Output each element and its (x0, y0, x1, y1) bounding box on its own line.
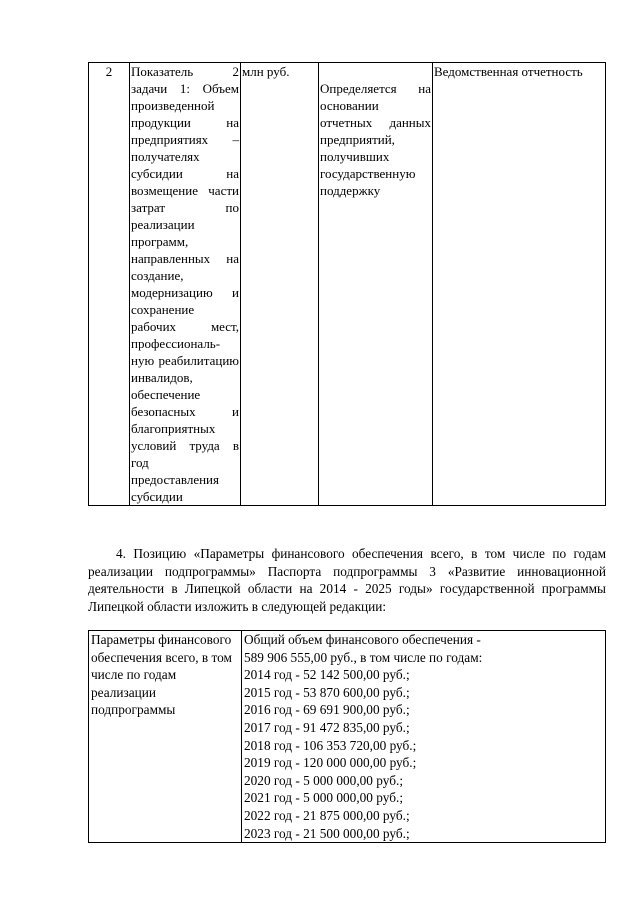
year-2019: 2019 год - 120 000 000,00 руб.; (244, 755, 417, 771)
indicators-table (88, 62, 606, 506)
table-row (89, 63, 606, 506)
financing-label: Параметры финансового обеспечения всего, в том числе по годам реализации подпрограммы (89, 631, 242, 843)
unit-cell: млн руб. (241, 63, 319, 506)
row-number: 2 (89, 63, 130, 506)
method-text: Определяется на основании отчетных данных предприятий, получивших государственную поддержку (320, 81, 431, 198)
total-line-2: 589 906 555,00 руб., в том числе по годам: (244, 649, 483, 665)
indicator-text: Показатель 2 задачи 1: Объем произведенной продукции на предприятиях – получателях субсидии на возмещение части затрат по реализации программ, направленных на создание, модернизацию и сохранение рабочих мест, профессиональ-ную реабилитацию инвалидов, обеспечение безопасных и благоприятных условий труда в год предоставления субсидии (131, 64, 239, 504)
source-cell: Ведомственная отчетность (433, 63, 606, 506)
year-2014: 2014 год - 52 142 500,00 руб.; (244, 667, 410, 683)
total-line-1: Общий объем финансового обеспечения - (244, 632, 481, 647)
indicator-cell (130, 63, 241, 506)
year-2020: 2020 год - 5 000 000,00 руб.; (244, 772, 404, 788)
amendment-paragraph (88, 545, 606, 615)
table-row (89, 631, 606, 843)
year-2021: 2021 год - 5 000 000,00 руб.; (244, 790, 404, 806)
year-2017: 2017 год - 91 472 835,00 руб.; (244, 719, 410, 735)
financing-table (88, 630, 606, 843)
year-2023: 2023 год - 21 500 000,00 руб.; (244, 825, 410, 841)
year-2022: 2022 год - 21 875 000,00 руб.; (244, 807, 410, 823)
paragraph-text: 4. Позицию «Параметры финансового обеспечения всего, в том числе по годам реализации подпрограммы» Паспорта подпрограммы 3 «Развитие инновационной деятельности в Липецкой области на 2014 - 2025 годы» государственной программы Липецкой области изложить в следующей редакции: (88, 546, 606, 614)
method-cell (319, 63, 433, 506)
financing-values (242, 631, 606, 843)
year-2015: 2015 год - 53 870 600,00 руб.; (244, 684, 410, 700)
year-2016: 2016 год - 69 691 900,00 руб.; (244, 702, 410, 718)
year-2018: 2018 год - 106 353 720,00 руб.; (244, 737, 417, 753)
